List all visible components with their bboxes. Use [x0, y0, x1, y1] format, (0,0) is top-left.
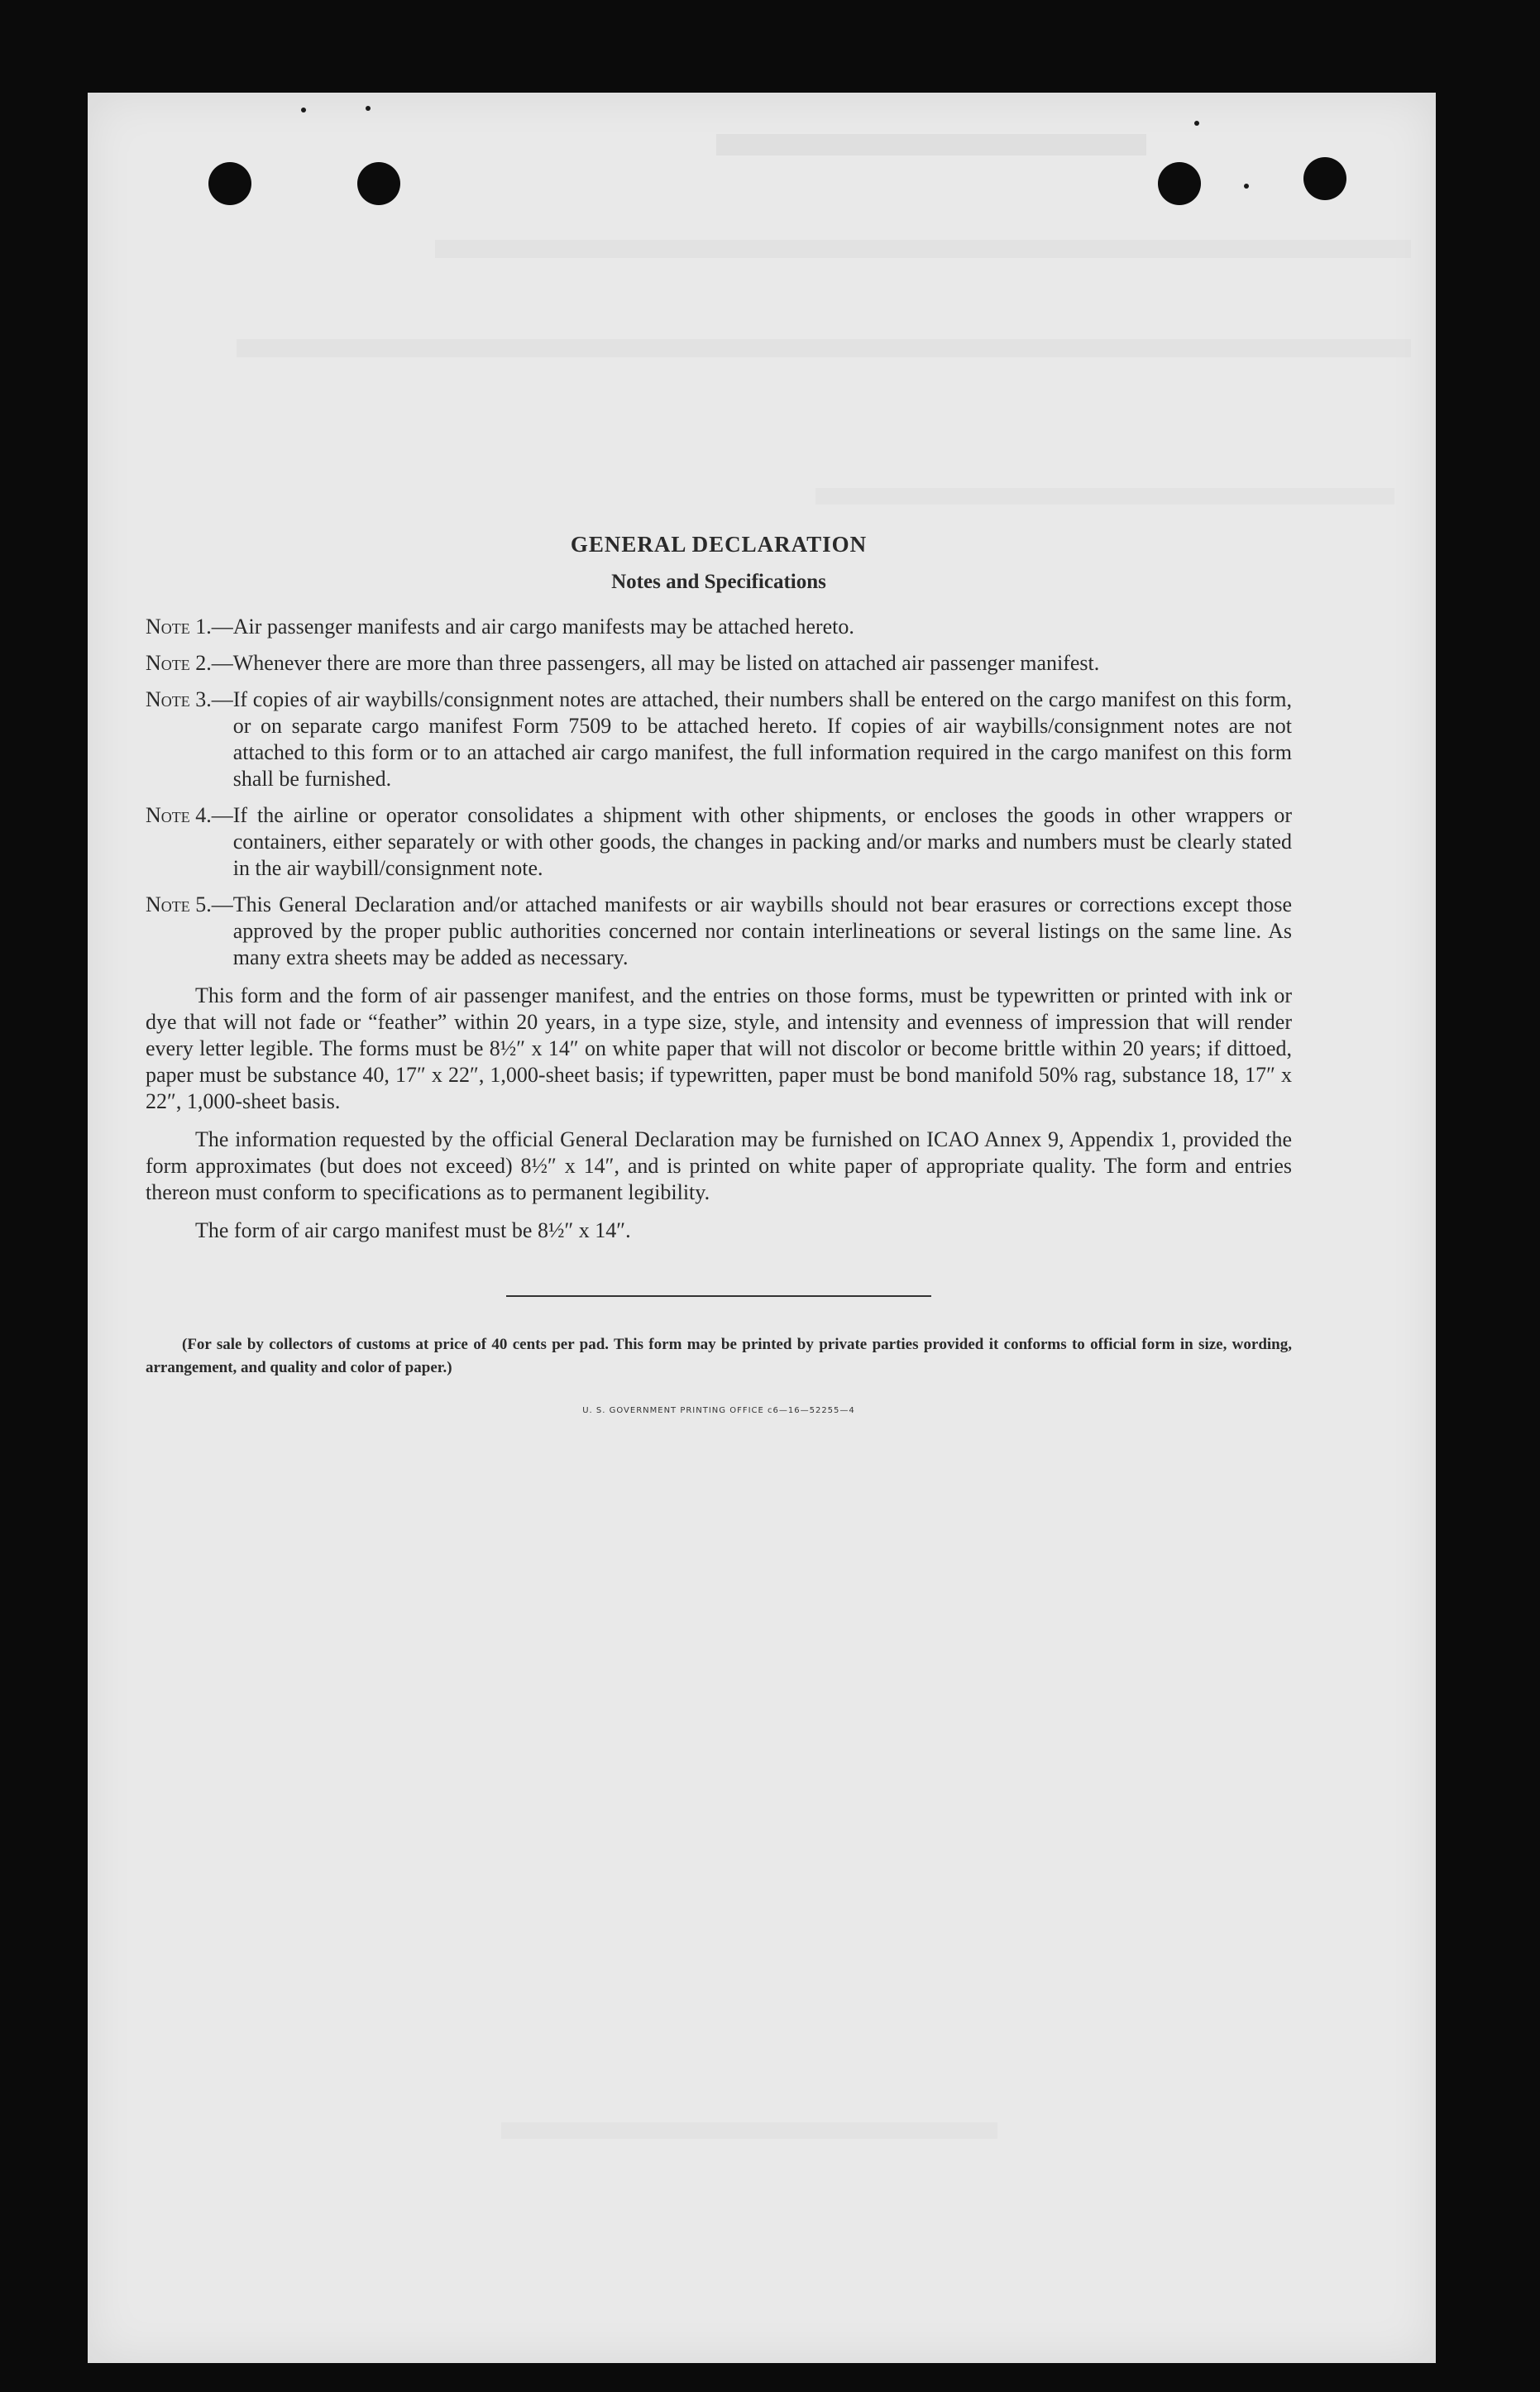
divider-rule: [506, 1295, 931, 1297]
document-subtitle: Notes and Specifications: [611, 571, 826, 593]
note-label: Note 2.—: [146, 651, 233, 675]
sale-notice: (For sale by collectors of customs at price of 40 cents per pad. This form may be printed by private parties provided it conforms to official form in size, wording, arrangement, and quality and color of paper.): [146, 1336, 1292, 1376]
paragraph-cargo-manifest-size: The form of air cargo manifest must be 8½″ x 14″.: [195, 1218, 631, 1242]
speck: [301, 108, 306, 112]
speck: [366, 106, 371, 111]
printer-line: U. S. GOVERNMENT PRINTING OFFICE c6—16—52255—4: [582, 1406, 855, 1415]
show-through-shading: [501, 2122, 997, 2139]
show-through-shading: [716, 134, 1146, 155]
note-text: If the airline or operator consolidates a shipment with other shipments, or encloses the goods in other wrappers or containers, either separately or with other goods, the changes in packing and/or marks and numbers must be clearly stated in the air waybill/consignment note.: [232, 803, 1292, 880]
note-2: [146, 650, 1292, 677]
note-text: If copies of air waybills/consignment notes are attached, their numbers shall be entered on the cargo manifest on this form, or on separate cargo manifest Form 7509 to be attached hereto. If copies of air waybills/consignment notes are not attached to this form or to an attached air cargo manifest, the full information required in the cargo manifest on this form shall be furnished.: [232, 687, 1292, 791]
note-4: [146, 802, 1292, 882]
show-through-shading: [435, 240, 1411, 258]
show-through-shading: [237, 339, 1411, 357]
note-5: [146, 892, 1292, 971]
punch-hole: [1303, 157, 1346, 200]
punch-hole: [208, 162, 251, 205]
speck: [1244, 184, 1249, 189]
note-label: Note 1.—: [146, 615, 233, 639]
note-1: [146, 614, 1292, 640]
paragraph-print-requirements: This form and the form of air passenger manifest, and the entries on those forms, must be typewritten or printed with ink or dye that will not fade or “feather” within 20 years, in a type size, style, and intensity and evenness of impression that will render every letter legible. The forms must be 8½″ x 14″ on white paper that will not discolor or become brittle within 20 years; if dittoed, paper must be substance 40, 17″ x 22″, 1,000-sheet basis; if typewritten, paper must be bond manifold 50% rag, substance 18, 17″ x 22″, 1,000-sheet basis.: [146, 983, 1292, 1113]
note-3: [146, 687, 1292, 792]
note-text: Whenever there are more than three passengers, all may be listed on attached air passenger manifest.: [232, 651, 1100, 675]
note-label: Note 3.—: [146, 687, 233, 711]
document-body: [146, 443, 1292, 1415]
note-text: This General Declaration and/or attached manifests or air waybills should not bear erasures or corrections except those approved by the proper public authorities concerned nor contain interlineations or several listings on the same line. As many extra sheets may be added as necessary.: [232, 892, 1292, 969]
note-label: Note 5.—: [146, 892, 233, 916]
punch-hole: [357, 162, 400, 205]
note-text: Air passenger manifests and air cargo manifests may be attached hereto.: [232, 615, 854, 639]
paragraph-icao: The information requested by the official General Declaration may be furnished on ICAO Annex 9, Appendix 1, provided the form approximates (but does not exceed) 8½″ x 14″, and is printed on white paper of appropriate quality. The form and entries thereon must conform to specifications as to permanent legibility.: [146, 1127, 1292, 1204]
document-title: GENERAL DECLARATION: [570, 532, 868, 557]
speck: [1194, 121, 1199, 126]
note-label: Note 4.—: [146, 803, 233, 827]
punch-hole: [1158, 162, 1201, 205]
